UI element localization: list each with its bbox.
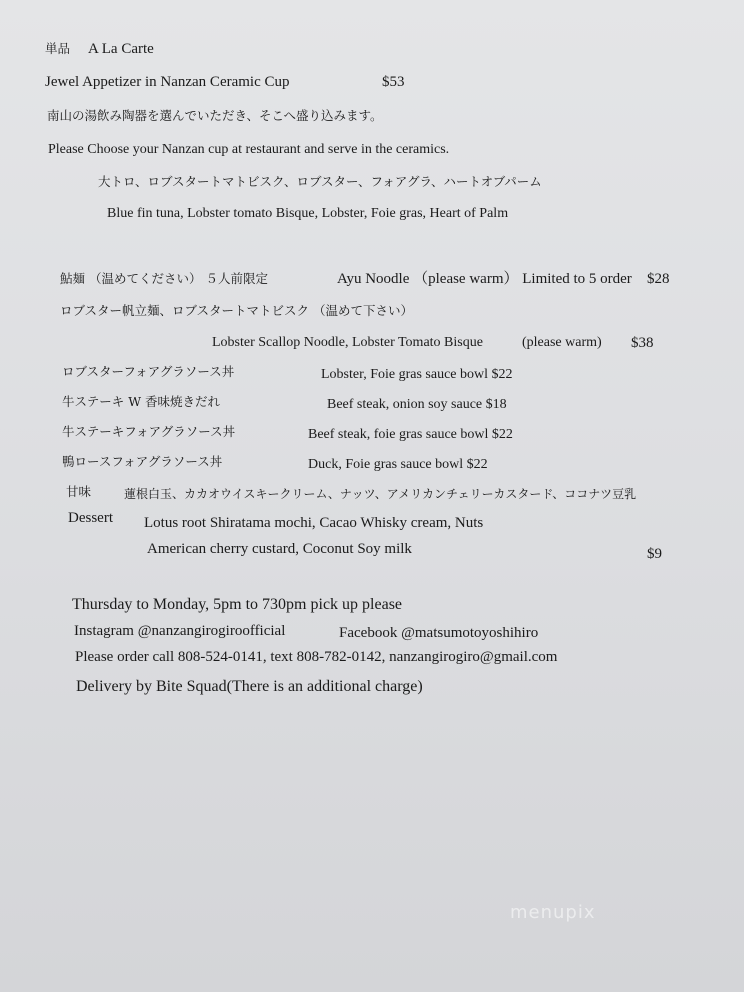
jewel-price: $53: [382, 74, 405, 90]
alacarte-title: A La Carte: [88, 41, 154, 57]
jewel-en-desc: Please Choose your Nanzan cup at restaurant and serve in the ceramics.: [48, 142, 450, 157]
hours-text: Thursday to Monday, 5pm to 730pm pick up please: [72, 596, 403, 613]
order-contact-text: Please order call 808-524-0141, text 808-782-0142, nanzangirogiro@gmail.com: [75, 649, 558, 665]
jewel-jp-items: 大トロ、ロブスタートマトビスク、ロブスター、フォアグラ、ハートオブパーム: [98, 174, 542, 189]
lobster-noodle-price: $38: [631, 335, 654, 351]
bowl-jp: 牛ステーキフォアグラソース丼: [62, 424, 236, 439]
dessert-jp-items: 蓮根白玉、カカオウイスキークリーム、ナッツ、アメリカンチェリーカスタード、ココナツ豆乳: [124, 487, 637, 501]
delivery-text: Delivery by Bite Squad(There is an additional charge): [76, 678, 423, 695]
dessert-line2: American cherry custard, Coconut Soy milk: [147, 541, 412, 557]
dessert-jp-label: 甘味: [66, 484, 92, 499]
instagram-text: Instagram @nanzangirogiroofficial: [74, 623, 286, 639]
dessert-price: $9: [647, 546, 662, 562]
lobster-noodle-note: (please warm): [522, 335, 602, 350]
bowl-en: Beef steak, onion soy sauce $18: [327, 397, 507, 412]
facebook-text: Facebook @matsumotoyoshihiro: [339, 625, 539, 641]
watermark-logo: menupix: [510, 902, 596, 923]
jewel-en-items: Blue fin tuna, Lobster tomato Bisque, Lobster, Foie gras, Heart of Palm: [107, 206, 509, 221]
jewel-jp-desc: 南山の湯飲み陶器を選んでいただき、そこへ盛り込みます。: [47, 108, 383, 123]
bowl-en: Beef steak, foie gras sauce bowl $22: [308, 427, 513, 442]
ayu-en: Ayu Noodle （please warm） Limited to 5 order: [337, 271, 632, 287]
bowl-jp: 鴨ロースフォアグラソース丼: [62, 454, 223, 469]
ayu-price: $28: [647, 271, 670, 287]
bowl-en: Lobster, Foie gras sauce bowl $22: [321, 367, 513, 382]
alacarte-jp: 単品: [45, 41, 71, 56]
dessert-label: Dessert: [68, 510, 113, 526]
lobster-noodle-jp: ロブスター帆立麺、ロブスタートマトビスク （温めて下さい）: [60, 303, 413, 318]
bowl-jp: 牛ステーキ W 香味焼きだれ: [62, 394, 221, 409]
bowl-jp: ロブスターフォアグラソース丼: [62, 364, 235, 379]
bowl-en: Duck, Foie gras sauce bowl $22: [308, 457, 488, 472]
lobster-noodle-en: Lobster Scallop Noodle, Lobster Tomato Bisque: [212, 335, 483, 350]
ayu-jp: 鮎麺 （温めてください） ５人前限定: [60, 271, 268, 286]
jewel-name: Jewel Appetizer in Nanzan Ceramic Cup: [45, 74, 290, 90]
dessert-line1: Lotus root Shiratama mochi, Cacao Whisky cream, Nuts: [144, 515, 484, 531]
